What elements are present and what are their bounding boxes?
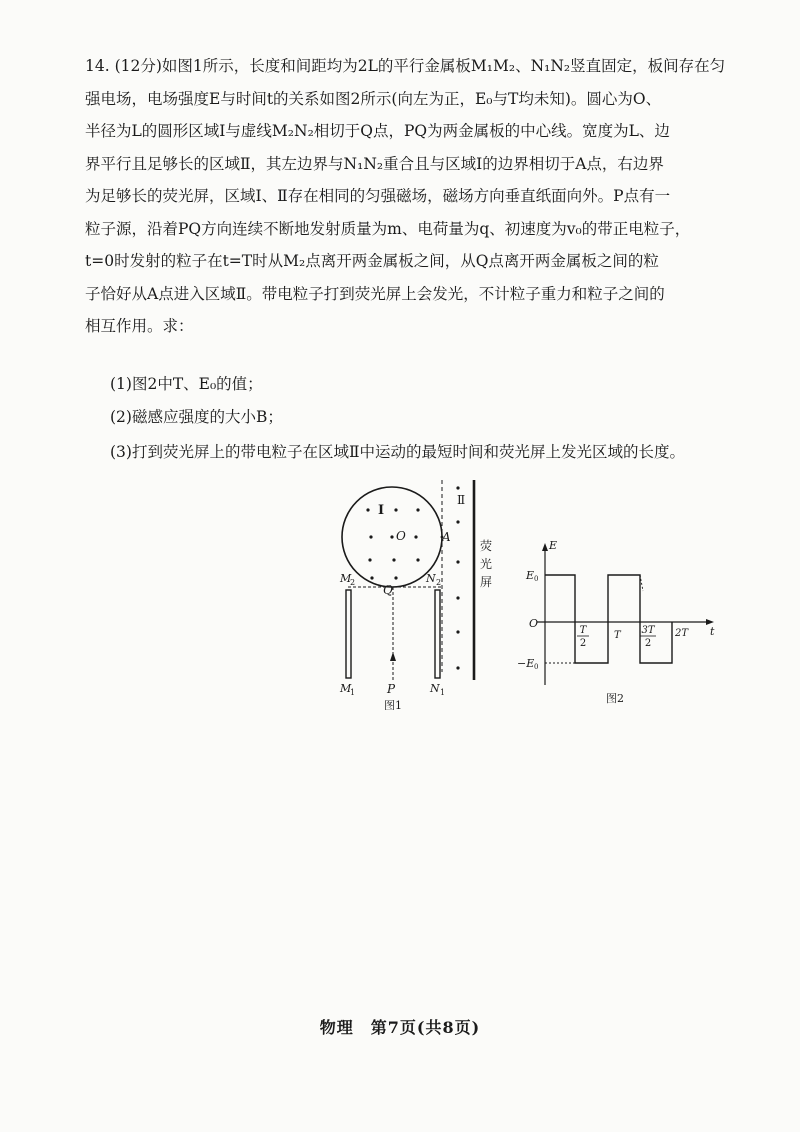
neg-e0-sub: 0 <box>534 663 539 671</box>
point-Q-label: Q <box>383 583 393 597</box>
question-line: 半径为L的圆形区域Ⅰ与虚线M₂N₂相切于Q点，PQ为两金属板的中心线。宽度为L、边 <box>85 122 670 140</box>
label-N2: N <box>426 572 436 585</box>
question-line: 强电场，电场强度E与时间t的关系如图2所示(向左为正，E₀与T均未知)。圆心为O、 <box>85 89 662 108</box>
origin-label: O <box>529 617 539 630</box>
tick-2t: 2T <box>675 628 689 639</box>
tick-t: T <box>614 630 621 641</box>
plate-M1M2 <box>346 590 351 678</box>
field-dots-region-1 <box>366 508 419 579</box>
figure-2 <box>515 535 720 710</box>
label-M1-sub: 1 <box>350 688 356 697</box>
e0-sub: 0 <box>534 575 539 583</box>
tick-t-half-num: T <box>579 625 587 636</box>
question-line: 粒子源，沿着PQ方向连续不断地发射质量为m、电荷量为q、初速度为v₀的带正电粒子， <box>85 219 691 238</box>
field-dots-region-2 <box>456 486 459 669</box>
figure-1-caption: 图1 <box>384 699 402 710</box>
screen-label-char: 屏 <box>480 575 493 589</box>
question-line: 14. (12分)如图1所示，长度和间距均为2L的平行金属板M₁M₂、N₁N₂竖直固定，板间存在匀 <box>85 57 726 75</box>
efield-waveform <box>545 575 672 663</box>
region-1-label: I <box>378 503 385 518</box>
question-line: 相互作用。求： <box>85 317 194 335</box>
label-N2-sub: 2 <box>436 578 442 587</box>
question-text <box>85 50 725 343</box>
figure-1 <box>330 480 510 710</box>
sub-question-3: (3)打到荧光屏上的带电粒子在区域Ⅱ中运动的最短时间和荧光屏上发光区域的长度。 <box>110 443 685 461</box>
region-2-label: Ⅱ <box>457 493 466 507</box>
tick-3t-half-num: 3T <box>641 625 655 636</box>
plate-N1N2 <box>435 590 440 678</box>
screen-label-char: 荧 <box>480 539 493 553</box>
label-M2-sub: 2 <box>350 578 356 587</box>
label-M1: M <box>340 682 352 695</box>
label-M2: M <box>340 572 352 585</box>
page-footer: 物理 第7页(共8页) <box>319 1018 481 1037</box>
sub-question-2: (2)磁感应强度的大小B； <box>110 408 283 426</box>
label-N1-sub: 1 <box>440 688 446 697</box>
screen-label-char: 光 <box>480 557 493 571</box>
arrow-up-icon <box>390 652 396 661</box>
center-O-label: O <box>396 529 406 543</box>
tick-3t-half-den: 2 <box>644 638 652 649</box>
sub-question-1: (1)图2中T、E₀的值； <box>110 375 263 393</box>
question-line: 界平行且足够长的区域Ⅱ，其左边界与N₁N₂重合且与区域Ⅰ的边界相切于A点，右边界 <box>85 154 664 173</box>
point-A-label: A <box>442 530 451 544</box>
tick-t-half-den: 2 <box>579 638 587 649</box>
question-line: 为足够长的荧光屏，区域Ⅰ、Ⅱ存在相同的匀强磁场，磁场方向垂直纸面向外。P点有一 <box>85 187 671 205</box>
point-P-label: P <box>387 682 396 696</box>
neg-e0-label: −E <box>517 657 535 670</box>
question-line: t=0时发射的粒子在t=T时从M₂点离开两金属板之间，从Q点离开两金属板之间的粒 <box>85 252 659 270</box>
e-axis-arrow-icon <box>542 543 548 551</box>
t-axis-label: t <box>710 625 715 638</box>
question-line: 子恰好从A点进入区域Ⅱ。带电粒子打到荧光屏上会发光，不计粒子重力和粒子之间的 <box>85 284 665 303</box>
figure-2-caption: 图2 <box>606 692 624 705</box>
e0-label: E <box>526 569 535 582</box>
e-axis-label: E <box>549 539 558 552</box>
label-N1: N <box>430 682 440 695</box>
